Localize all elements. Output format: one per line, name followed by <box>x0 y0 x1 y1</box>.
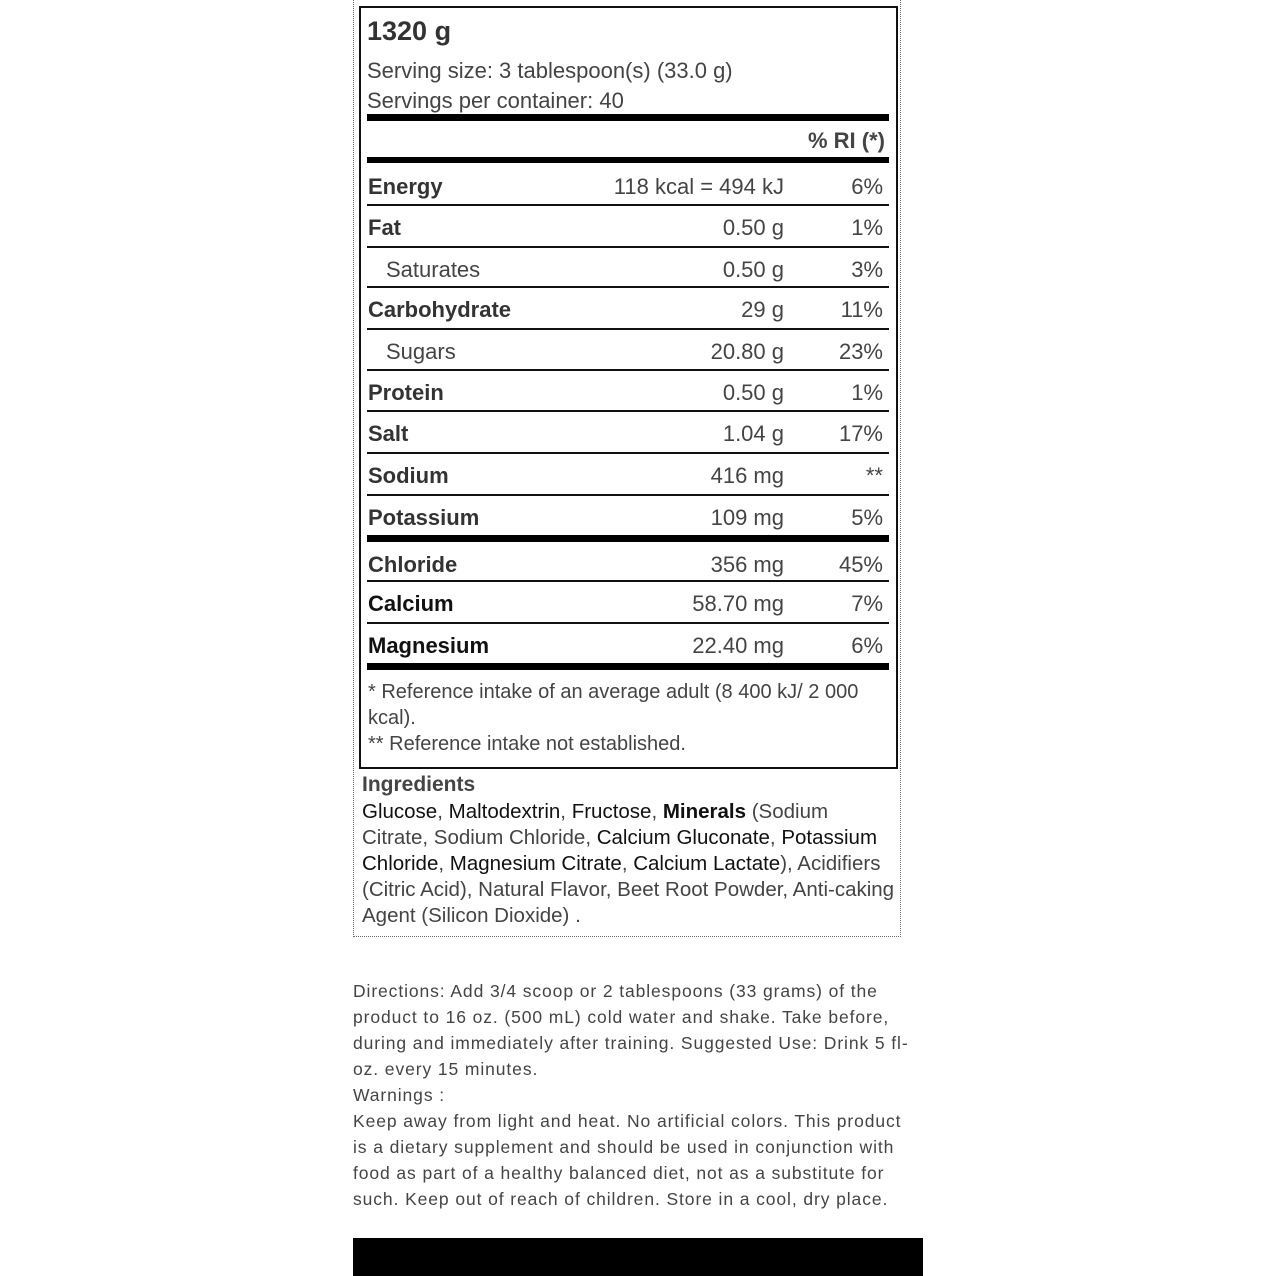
nutrient-amount: 20.80 g <box>710 339 784 364</box>
serving-size: Serving size: 3 tablespoon(s) (33.0 g) <box>367 58 733 83</box>
ingredient: Glucose <box>362 800 438 823</box>
ingredient: Potassium Chloride <box>362 826 878 875</box>
ingredient-separator: , <box>560 800 572 823</box>
ingredient-separator: , <box>621 852 634 875</box>
nutrient-name: Saturates <box>386 257 481 282</box>
nutrient-name: Energy <box>368 174 443 199</box>
nutrient-amount: 22.40 mg <box>692 633 784 658</box>
nutrient-ri: 7% <box>851 591 883 616</box>
nutrient-name: Magnesium <box>368 633 490 658</box>
table-top-bar <box>367 157 889 163</box>
nutrient-name: Calcium <box>368 591 454 616</box>
ri-column-header: % RI (*) <box>808 128 885 153</box>
ingredient-separator: , <box>769 826 782 849</box>
nutrient-name: Protein <box>368 380 444 405</box>
directions-text: Directions: Add 3/4 scoop or 2 tablespoons (33 grams) of the product to 16 oz. (500 mL) cold water and shake. Take before, during and immediately after training. Suggested Use: Drink 5 fl-oz. every 15 minutes. <box>353 981 909 1079</box>
nutrient-amount: 1.04 g <box>722 421 784 446</box>
nutrient-ri: 23% <box>838 339 883 364</box>
ingredient-text: ), Acidifiers (Citric Acid), Natural Flavor, Beet Root Powder, Anti-caking Agent (Silicon Dioxide) . <box>362 852 895 927</box>
nutrient-amount: 0.50 g <box>722 257 784 282</box>
ingredients-text <box>362 799 896 929</box>
nutrient-ri: 17% <box>838 421 883 446</box>
warnings-text: Keep away from light and heat. No artificial colors. This product is a dietary supplement and should be used in conjunction with food as part of a healthy balanced diet, not as a substitute for such. Keep out of reach of children. Store in a cool, dry place. <box>353 1111 902 1209</box>
net-weight: 1320 g <box>367 16 452 46</box>
nutrient-ri: 3% <box>851 257 883 282</box>
nutrient-amount: 29 g <box>741 297 784 322</box>
ingredient-text: (Sodium Citrate, Sodium Chloride, <box>362 800 829 849</box>
nutrient-ri: 45% <box>838 552 883 577</box>
ingredient: Fructose <box>571 800 652 823</box>
bottom-black-strip <box>353 1238 923 1276</box>
ingredient: Maltodextrin <box>448 800 561 823</box>
ingredient-minerals: Minerals <box>662 800 747 823</box>
nutrient-row-saturates <box>367 249 884 287</box>
nutrient-row-chloride <box>367 544 884 582</box>
ingredients-title: Ingredients <box>362 773 476 796</box>
ingredient: Magnesium Citrate <box>449 852 622 875</box>
nutrient-row-protein <box>367 372 884 410</box>
nutrient-ri: ** <box>865 463 883 488</box>
nutrient-row-energy <box>367 166 884 204</box>
nutrient-row-fat <box>367 207 884 245</box>
nutrient-name: Sugars <box>386 339 456 364</box>
nutrient-row-potassium <box>367 497 884 535</box>
ingredient: Calcium Gluconate <box>596 826 770 849</box>
nutrient-ri: 1% <box>851 380 883 405</box>
nutrient-row-salt <box>367 413 884 451</box>
nutrient-amount: 356 mg <box>710 552 784 577</box>
row-divider <box>367 369 889 371</box>
nutrient-amount: 0.50 g <box>722 380 784 405</box>
row-divider <box>367 580 889 582</box>
nutrient-row-calcium <box>367 583 884 621</box>
nutrient-row-carbohydrate <box>367 289 884 327</box>
ingredient-separator: , <box>438 852 450 875</box>
nutrient-amount: 109 mg <box>710 505 784 530</box>
nutrient-row-sugars <box>367 331 884 369</box>
header-thick-bar <box>367 114 889 121</box>
minerals-thick-bar <box>367 535 889 542</box>
nutrient-name: Salt <box>368 421 409 446</box>
nutrient-name: Fat <box>368 215 401 240</box>
nutrient-ri: 6% <box>851 174 883 199</box>
row-divider <box>367 494 889 496</box>
nutrient-ri: 1% <box>851 215 883 240</box>
table-bottom-bar <box>367 663 889 670</box>
ingredient-separator: , <box>437 800 449 823</box>
servings-per-container: Servings per container: 40 <box>367 88 624 113</box>
nutrient-name: Chloride <box>368 552 458 577</box>
row-divider <box>367 410 889 412</box>
warnings-title: Warnings : <box>353 1085 445 1105</box>
row-divider <box>367 452 889 454</box>
nutrient-ri: 11% <box>840 297 883 322</box>
nutrient-name: Carbohydrate <box>368 297 512 322</box>
nutrient-amount: 58.70 mg <box>692 591 784 616</box>
directions-block <box>353 978 913 1212</box>
row-divider <box>367 622 889 624</box>
row-divider <box>367 246 889 248</box>
nutrient-ri: 6% <box>851 633 883 658</box>
row-divider <box>367 204 889 206</box>
row-divider <box>367 328 889 330</box>
nutrient-name: Potassium <box>368 505 480 530</box>
ingredient-separator: , <box>651 800 663 823</box>
footnote-not-established: ** Reference intake not established. <box>368 733 686 755</box>
nutrient-amount: 118 kcal = 494 kJ <box>613 174 784 199</box>
nutrient-name: Sodium <box>368 463 449 488</box>
nutrient-row-sodium <box>367 455 884 493</box>
nutrient-amount: 0.50 g <box>722 215 784 240</box>
footnote-reference-intake: * Reference intake of an average adult (8 400 kJ/ 2 000 kcal). <box>368 681 859 729</box>
nutrient-amount: 416 mg <box>710 463 784 488</box>
nutrient-row-magnesium <box>367 625 884 663</box>
row-divider <box>367 286 889 288</box>
ingredient: Calcium Lactate <box>633 852 781 875</box>
nutrient-ri: 5% <box>851 505 883 530</box>
